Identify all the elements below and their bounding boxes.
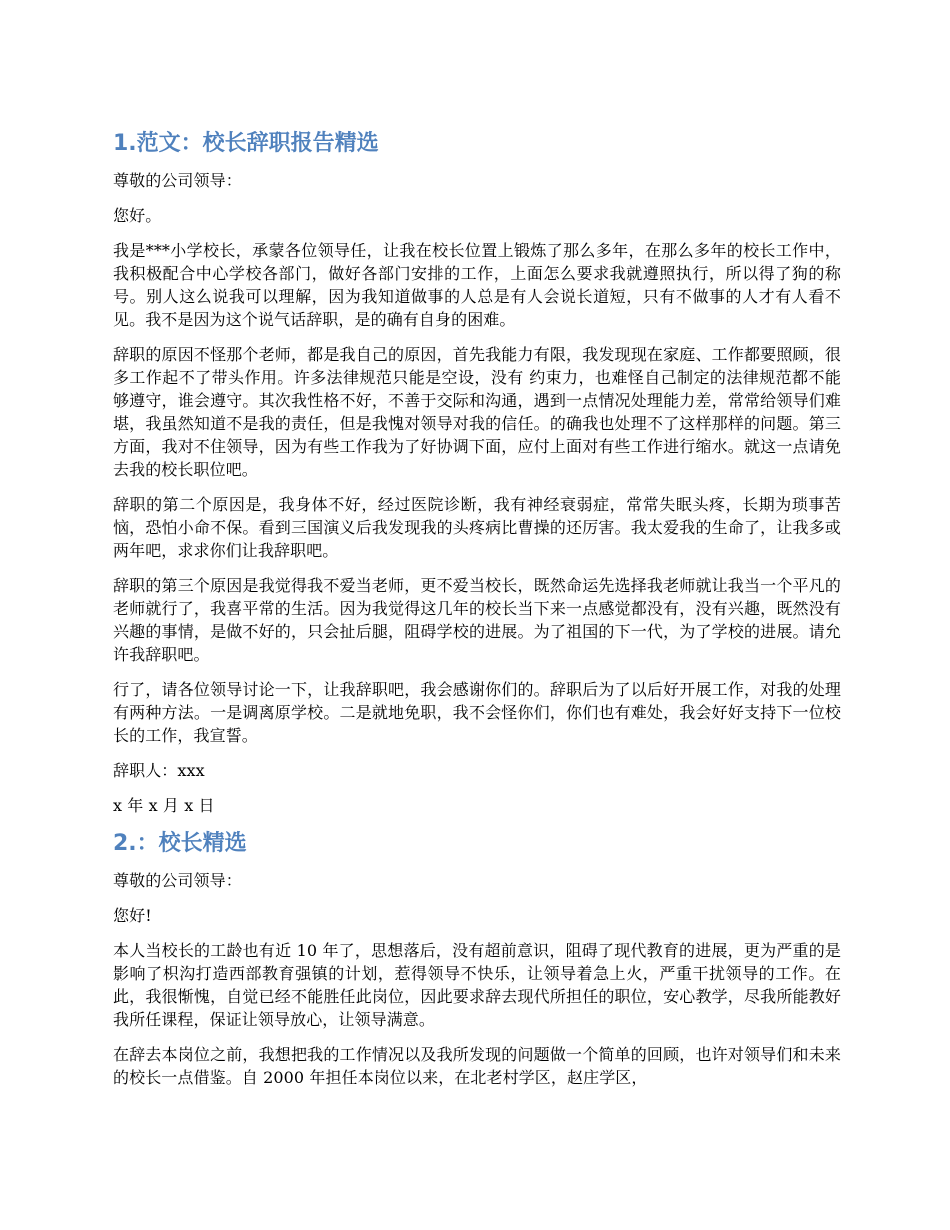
document-page: [113, 127, 841, 1101]
section-1-signature: 辞职人：xxx: [113, 761, 205, 780]
section-2-paragraph: 在辞去本岗位之前，我想把我的工作情况以及我所发现的问题做一个简单的回顾，也许对领导们和未来的校长一点借鉴。自 2000 年担任本岗位以来，在北老村学区，赵庄学区，: [113, 1045, 841, 1087]
section-1-paragraph: 辞职的第二个原因是，我身体不好，经过医院诊断，我有神经衰弱症，常常失眠头疼，长期为琐事苦恼，恐怕小命不保。看到三国演义后我发现我的头疼病比曹操的还厉害。我太爱我的生命了，让我多或两年吧，求求你们让我辞职吧。: [113, 495, 841, 560]
section-1-salutation: 尊敬的公司领导：: [113, 171, 242, 190]
section-2-greeting: 您好!: [113, 906, 152, 925]
section-1-paragraph: 我是***小学校长，承蒙各位领导任，让我在校长位置上锻炼了那么多年，在那么多年的校长工作中，我积极配合中心学校各部门，做好各部门安排的工作，上面怎么要求我就遵照执行，所以得了狗的称号。别人这么说我可以理解，因为我知道做事的人总是有人会说长道短，只有不做事的人才有人看不见。我不是因为这个说气话辞职，是的确有自身的困难。: [113, 241, 841, 329]
section-1-date: x 年 x 月 x 日: [113, 796, 215, 815]
section-2-paragraph: 本人当校长的工龄也有近 10 年了，思想落后，没有超前意识，阻碍了现代教育的进展，更为严重的是影响了枳沟打造西部教育强镇的计划，惹得领导不快乐，让领导着急上火，严重干扰领导的工作。在此，我很惭愧，自觉已经不能胜任此岗位，因此要求辞去现代所担任的职位，安心教学，尽我所能教好我所任课程，保证让领导放心，让领导满意。: [113, 941, 841, 1029]
section-2-salutation: 尊敬的公司领导：: [113, 871, 242, 890]
section-1-paragraph: 行了，请各位领导讨论一下，让我辞职吧，我会感谢你们的。辞职后为了以后好开展工作，对我的处理有两种方法。一是调离原学校。二是就地免职，我不会怪你们，你们也有难处，我会好好支持下一位校长的工作，我宣誓。: [113, 680, 841, 745]
section-2-heading: 2.：校长精选: [113, 831, 247, 856]
section-1-paragraph: 辞职的第三个原因是我觉得我不爱当老师，更不爱当校长，既然命运先选择我老师就让我当一个平凡的老师就行了，我喜平常的生活。因为我觉得这几年的校长当下来一点感觉都没有，没有兴趣，既然没有兴趣的事情，是做不好的，只会扯后腿，阻碍学校的进展。为了祖国的下一代，为了学校的进展。请允许我辞职吧。: [113, 576, 841, 664]
section-1-heading: 1.范文：校长辞职报告精选: [113, 131, 379, 156]
section-1-greeting: 您好。: [113, 206, 162, 225]
section-1-paragraph: 辞职的原因不怪那个老师，都是我自己的原因，首先我能力有限，我发现现在家庭、工作都要照顾，很多工作起不了带头作用。许多法律规范只能是空设，没有 约束力，也难怪自己制定的法律规范都不能够遵守，谁会遵守。其次我性格不好，不善于交际和沟通，遇到一点情况处理能力差，常常给领导们难堪，我虽然知道不是我的责任，但是我愧对领导对我的信任。的确我也处理不了这样那样的问题。第三方面，我对不住领导，因为有些工作我为了好协调下面，应付上面对有些工作进行缩水。就这一点请免去我的校长职位吧。: [113, 345, 841, 479]
